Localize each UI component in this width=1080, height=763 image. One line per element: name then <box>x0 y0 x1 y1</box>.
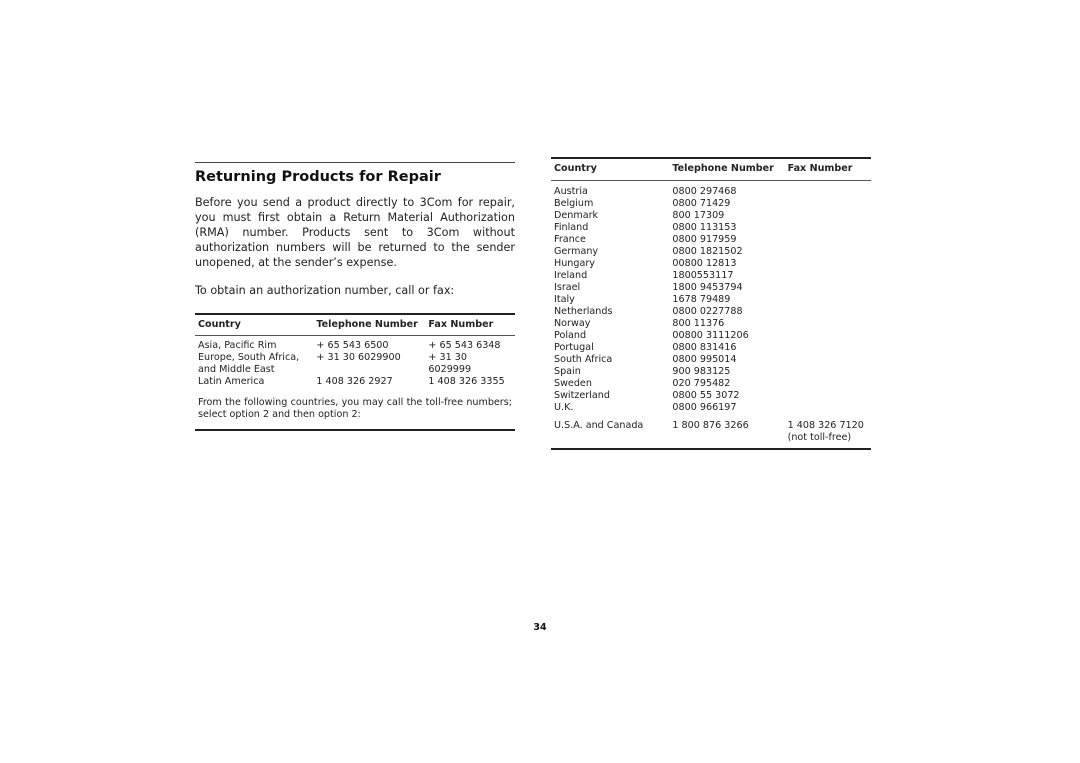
cell-fax <box>785 270 871 282</box>
table-row <box>551 318 871 330</box>
cell-country: Belgium <box>554 198 594 209</box>
cell-telephone: 0800 71429 <box>672 198 731 209</box>
cell-country: Norway <box>554 318 591 329</box>
cell-telephone: 800 11376 <box>672 318 725 329</box>
table-row-fax-note <box>551 432 871 444</box>
cell-country: Netherlands <box>554 306 613 317</box>
cell-telephone: 1 408 326 2927 <box>316 376 393 387</box>
table-row <box>551 270 871 282</box>
table-row <box>195 376 515 388</box>
cell-country: Sweden <box>554 378 592 389</box>
cell-country: France <box>554 234 586 245</box>
table-row <box>551 342 871 354</box>
cell-telephone: 00800 3111206 <box>672 330 749 341</box>
cell-country: Austria <box>554 186 588 197</box>
cell-fax <box>785 318 871 330</box>
cell-telephone <box>313 364 425 376</box>
cell-fax <box>785 378 871 390</box>
cell-country: Hungary <box>554 258 595 269</box>
page-number: 34 <box>533 622 547 633</box>
cell-country: Portugal <box>554 342 594 353</box>
cell-country: Denmark <box>554 210 599 221</box>
cell-country: Ireland <box>554 270 588 281</box>
cell-fax: + 31 30 <box>428 352 467 363</box>
cell-country: South Africa <box>554 354 613 365</box>
cell-telephone: 1678 79489 <box>672 294 731 305</box>
cell-telephone: 0800 113153 <box>672 222 737 233</box>
table-row <box>551 330 871 342</box>
toll-free-table <box>551 157 871 444</box>
cell-fax <box>785 294 871 306</box>
table-bottom-rule <box>195 429 515 431</box>
cell-country: Asia, Pacific Rim <box>198 340 277 351</box>
cell-country: U.S.A. and Canada <box>554 420 644 431</box>
cell-telephone: 800 17309 <box>672 210 725 221</box>
cell-empty <box>551 432 669 444</box>
toll-free-numbers-table <box>551 157 871 450</box>
regional-table <box>195 313 515 388</box>
cell-telephone: 0800 917959 <box>672 234 737 245</box>
cell-country: Germany <box>554 246 599 257</box>
table-row <box>551 210 871 222</box>
cell-fax <box>785 282 871 294</box>
cell-fax <box>785 390 871 402</box>
table-row <box>551 198 871 210</box>
cell-fax: 6029999 <box>428 364 472 375</box>
table-header-row <box>551 158 871 181</box>
cell-fax <box>785 246 871 258</box>
table-row <box>195 352 515 364</box>
header-telephone: Telephone Number <box>313 314 425 336</box>
cell-country: Israel <box>554 282 581 293</box>
cell-fax <box>785 234 871 246</box>
section-paragraph: Before you send a product directly to 3Com for repair, you must first obtain a Return Material Authorization (RMA) number. Products sent to 3Com without authorization numbers will be returned to the sender unopened, at the sender’s expense. <box>195 196 515 269</box>
cell-telephone: 0800 297468 <box>672 186 737 197</box>
cell-country: Poland <box>554 330 587 341</box>
cell-telephone: + 65 543 6500 <box>316 340 389 351</box>
cell-telephone: + 31 30 6029900 <box>316 352 401 363</box>
section-title: Returning Products for Repair <box>195 169 441 185</box>
cell-telephone: 0800 831416 <box>672 342 737 353</box>
cell-fax: 1 408 326 7120 <box>787 420 864 431</box>
cell-telephone: 0800 995014 <box>672 354 737 365</box>
table-row <box>551 258 871 270</box>
table-row <box>551 378 871 390</box>
table-bottom-rule <box>551 448 871 450</box>
header-telephone: Telephone Number <box>669 158 784 181</box>
cell-fax <box>785 181 871 199</box>
intro-line: To obtain an authorization number, call or fax: <box>195 284 455 297</box>
cell-fax <box>785 354 871 366</box>
header-fax: Fax Number <box>425 314 515 336</box>
regional-contacts-table <box>195 313 515 431</box>
table-row <box>551 390 871 402</box>
cell-country: U.K. <box>554 402 574 413</box>
cell-telephone: 900 983125 <box>672 366 731 377</box>
cell-telephone: 1800553117 <box>672 270 734 281</box>
cell-fax <box>785 402 871 414</box>
cell-telephone: 0800 55 3072 <box>672 390 740 401</box>
left-column <box>195 162 515 298</box>
cell-fax <box>785 222 871 234</box>
cell-telephone: 1800 9453794 <box>672 282 743 293</box>
table-row <box>195 336 515 353</box>
cell-country: Switzerland <box>554 390 610 401</box>
header-country: Country <box>551 158 669 181</box>
table-row <box>551 181 871 199</box>
cell-telephone: 00800 12813 <box>672 258 737 269</box>
cell-fax <box>785 210 871 222</box>
toll-free-footnote: From the following countries, you may call the toll-free numbers; select option 2 and then option 2: <box>198 397 512 420</box>
cell-telephone: 0800 1821502 <box>672 246 743 257</box>
cell-telephone: 1 800 876 3266 <box>672 420 749 431</box>
cell-fax <box>785 258 871 270</box>
cell-telephone: 020 795482 <box>672 378 731 389</box>
cell-country: Finland <box>554 222 589 233</box>
cell-country: Italy <box>554 294 575 305</box>
table-row <box>551 402 871 414</box>
table-header-row <box>195 314 515 336</box>
cell-fax: + 65 543 6348 <box>428 340 501 351</box>
table-row <box>551 246 871 258</box>
table-row <box>551 306 871 318</box>
table-row <box>551 282 871 294</box>
cell-fax <box>785 342 871 354</box>
cell-telephone: 0800 0227788 <box>672 306 743 317</box>
cell-country: Spain <box>554 366 581 377</box>
table-row <box>551 234 871 246</box>
section-top-rule <box>195 162 515 163</box>
table-row-continuation <box>195 364 515 376</box>
table-row-usa-canada <box>551 414 871 432</box>
cell-empty <box>669 432 784 444</box>
cell-country: and Middle East <box>198 364 275 375</box>
cell-fax <box>785 366 871 378</box>
table-row <box>551 354 871 366</box>
cell-fax: 1 408 326 3355 <box>428 376 505 387</box>
table-row <box>551 222 871 234</box>
cell-fax <box>785 330 871 342</box>
fax-note: (not toll-free) <box>787 432 852 443</box>
cell-fax <box>785 198 871 210</box>
header-country: Country <box>195 314 313 336</box>
cell-telephone: 0800 966197 <box>672 402 737 413</box>
table-row <box>551 366 871 378</box>
header-fax: Fax Number <box>785 158 871 181</box>
cell-country: Europe, South Africa, <box>198 352 300 363</box>
cell-country: Latin America <box>198 376 265 387</box>
cell-fax <box>785 306 871 318</box>
table-row <box>551 294 871 306</box>
